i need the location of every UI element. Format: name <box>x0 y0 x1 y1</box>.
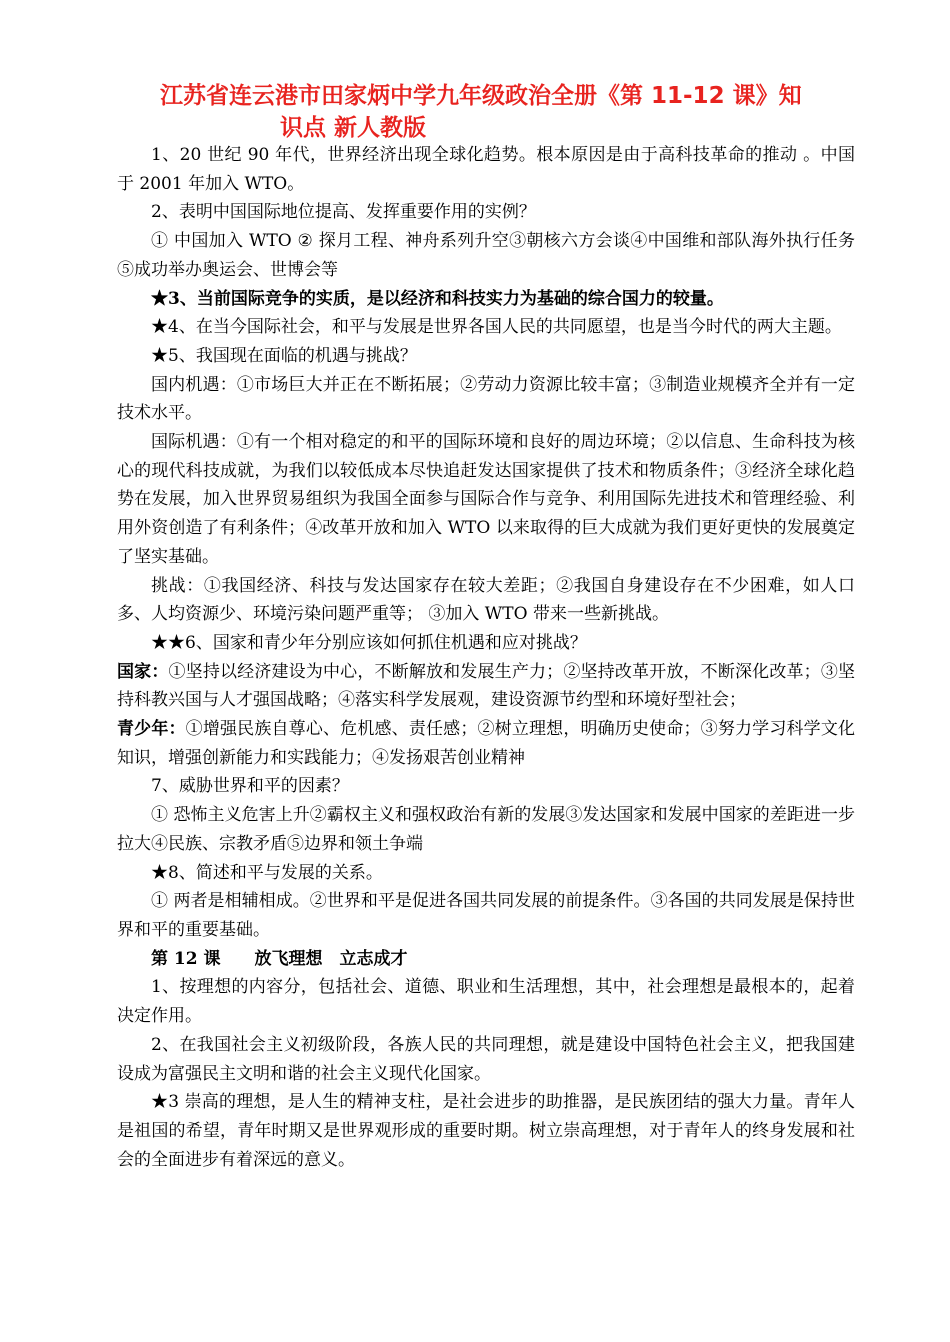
paragraph-3: ① 中国加入 WTO ② 探月工程、神舟系列升空③朝核六方会谈④中国维和部队海外执行任务 ⑤成功举办奥运会、世博会等 <box>117 231 855 280</box>
paragraph-17: 1、按理想的内容分，包括社会、道德、职业和生活理想，其中，社会理想是最根本的，起着决定作用。 <box>117 977 855 1027</box>
paragraph-1: 1、20 世纪 90 年代，世界经济出现全球化趋势。根本原因是由于高科技革命的推动 。中国于 2001 年加入 WTO。 <box>117 145 855 194</box>
qingshaonian-text: ①增强民族自尊心、危机感、责任感；②树立理想，明确历史使命；③努力学习科学文化知识，增强创新能力和实践能力；④发扬艰苦创业精神 <box>117 719 856 768</box>
paragraph-16: ① 两者是相辅相成。②世界和平是促进各国共同发展的前提条件。③各国的共同发展是保持世界和平的重要基础。 <box>117 891 855 940</box>
paragraph-qingshaonian <box>117 715 855 772</box>
lesson-12-title: 放飞理想 立志成才 <box>254 948 408 969</box>
paragraph-18: 2、在我国社会主义初级阶段，各族人民的共同理想，就是建设中国特色社会主义，把我国建设成为富强民主文明和谐的社会主义现代化国家。 <box>117 1034 855 1084</box>
paragraph-4: ★3、当前国际竞争的实质，是以经济和科技实力为基础的综合国力的较量。 <box>151 288 724 309</box>
paragraph-5: ★4、在当今国际社会，和平与发展是世界各国人民的共同愿望，也是当今时代的两大主题。 <box>151 317 842 338</box>
paragraph-2: 2、表明中国国际地位提高、发挥重要作用的实例？ <box>151 202 536 223</box>
paragraph-13: 7、威胁世界和平的因素？ <box>151 776 349 797</box>
paragraph-14: ① 恐怖主义危害上升②霸权主义和强权政治有新的发展③发达国家和发展中国家的差距进一步拉大④民族、宗教矛盾⑤边界和领土争端 <box>117 805 855 854</box>
lesson-12-number: 第 12 课 <box>151 948 221 969</box>
paragraph-9: 挑战：①我国经济、科技与发达国家存在较大差距；②我国自身建设存在不少困难，如人口多、人均资源少、环境污染问题严重等； ③加入 WTO 带来一些新挑战。 <box>117 575 855 625</box>
paragraph-19: ★3 崇高的理想，是人生的精神支柱，是社会进步的助推器，是民族团结的强大力量。青年人是祖国的希望，青年时期又是世界观形成的重要时期。树立崇高理想，对于青年人的终身发展和社会的全面进步有着深远的意义。 <box>117 1092 855 1170</box>
paragraph-15: ★8、简述和平与发展的关系。 <box>151 862 383 883</box>
paragraph-6: ★5、我国现在面临的机遇与挑战？ <box>151 345 417 366</box>
paragraph-guojia <box>117 658 855 715</box>
guojia-text: ①坚持以经济建设为中心，不断解放和发展生产力；②坚持改革开放，不断深化改革；③坚持科教兴国与人才强国战略；④落实科学发展观，建设资源节约型和环境好型社会； <box>117 661 855 711</box>
title-line-1: 江苏省连云港市田家炳中学九年级政治全册《第 11-12 课》知 <box>160 83 802 109</box>
label-qingshaonian: 青少年： <box>117 719 186 740</box>
label-guojia: 国家： <box>117 661 169 682</box>
paragraph-10: ★★6、国家和青少年分别应该如何抓住机遇和应对挑战？ <box>151 632 587 653</box>
paragraph-8: 国际机遇：①有一个相对稳定的和平的国际环境和良好的周边环境；②以信息、生命科技为核心的现代科技成就，为我们以较低成本尽快追赶发达国家提供了技术和物质条件；③经济全球化趋势在发展，加入世界贸易组织为我国全面参与国际合作与竞争、利用国际先进技术和管理经验、利用外资创造了有利条件；④改革开放和加入 WTO 以来取得的巨大成就为我们更好更快的发展奠定了坚实基础。 <box>117 432 855 567</box>
document-title <box>160 80 860 144</box>
title-line-2: 识点 新人教版 <box>280 115 427 141</box>
paragraph-7: 国内机遇：①市场巨大并正在不断拓展；②劳动力资源比较丰富；③制造业规模齐全并有一定技术水平。 <box>117 374 855 424</box>
document-body <box>117 141 855 1174</box>
lesson-12-heading <box>117 945 855 974</box>
